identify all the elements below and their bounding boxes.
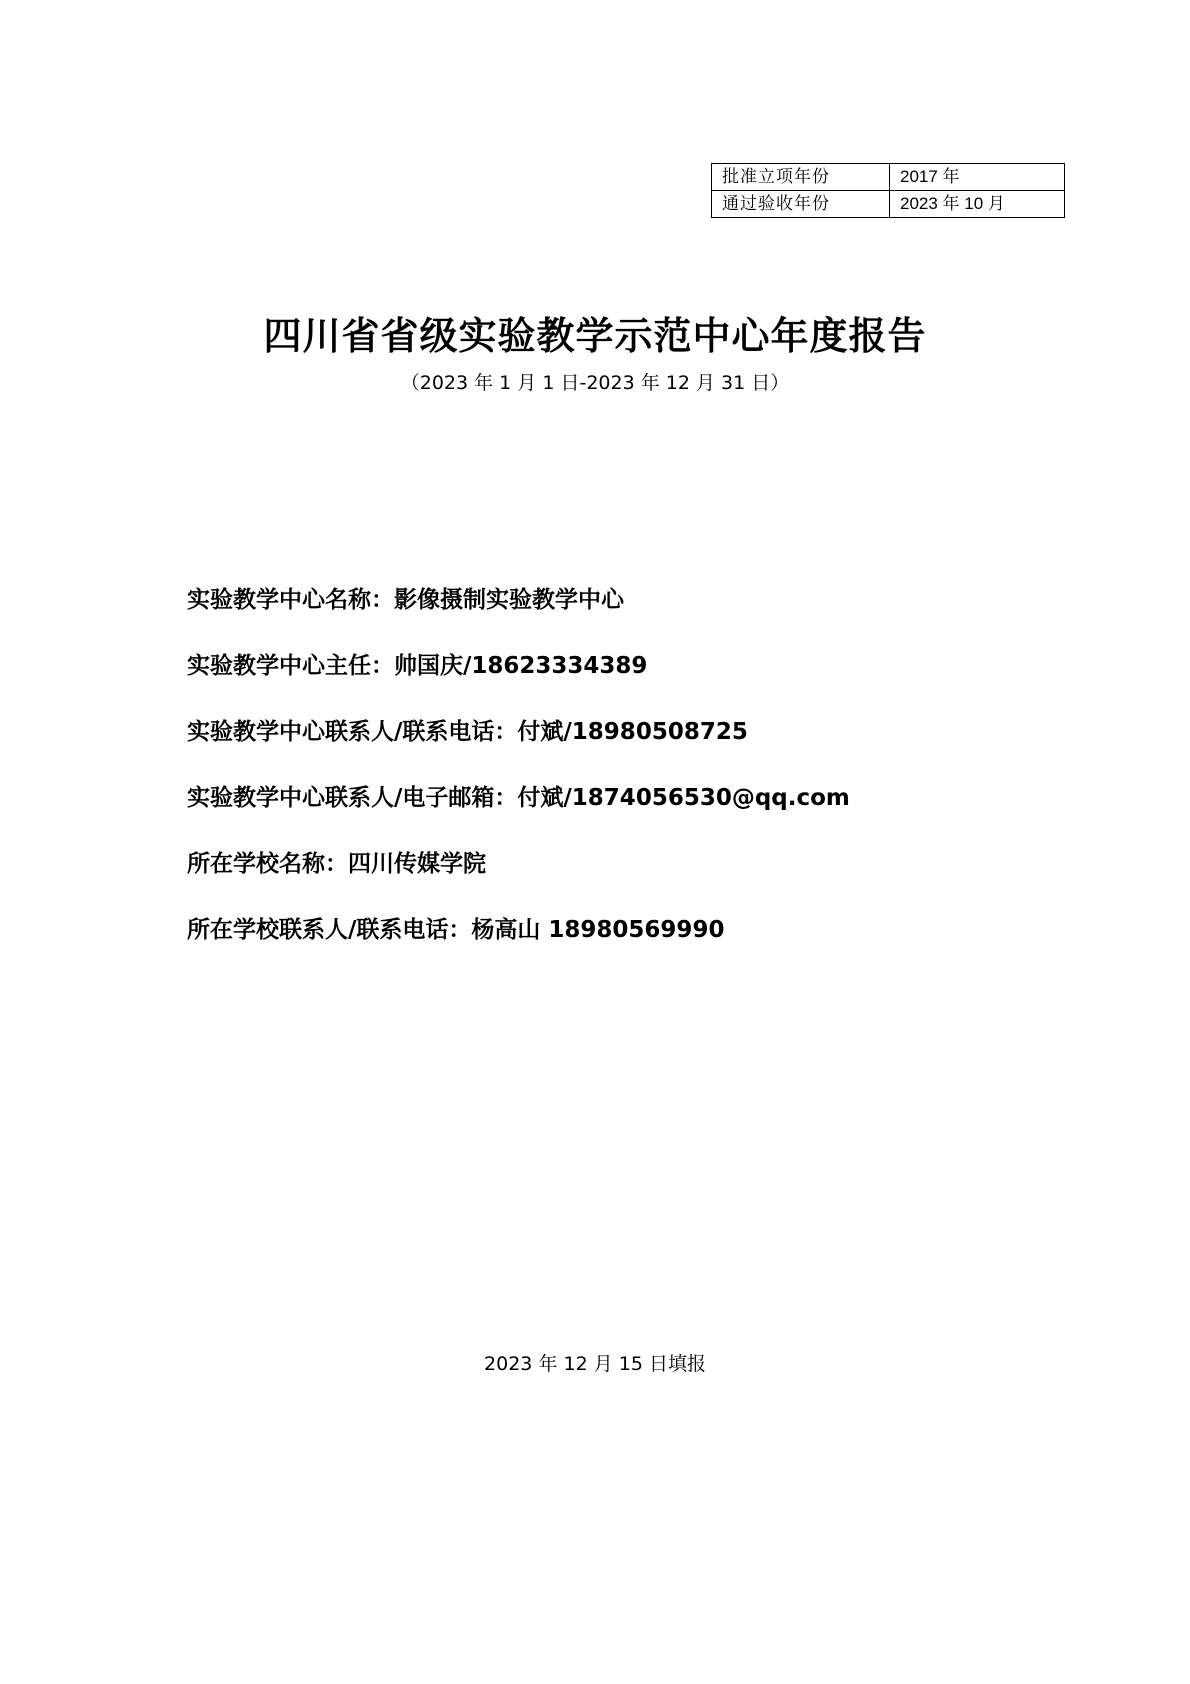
center-contact-phone-line: 实验教学中心联系人/联系电话：付斌/18980508725 (187, 719, 748, 745)
center-name-line: 实验教学中心名称：影像摄制实验教学中心 (187, 587, 624, 613)
approval-row-acceptance-year (712, 191, 1065, 218)
school-contact-line: 所在学校联系人/联系电话：杨高山 18980569990 (187, 917, 725, 943)
center-director-line: 实验教学中心主任：帅国庆/18623334389 (187, 653, 648, 679)
approval-year-label: 批准立项年份 (712, 164, 890, 191)
report-title: 四川省省级实验教学示范中心年度报告 (263, 314, 927, 358)
approval-row-project-year (712, 164, 1065, 191)
acceptance-year-value: 2023 年 10 月 (890, 191, 1065, 218)
approval-year-value: 2017 年 (890, 164, 1065, 191)
approval-table (711, 163, 1065, 218)
fill-date: 2023 年 12 月 15 日填报 (484, 1353, 706, 1375)
center-contact-email-line: 实验教学中心联系人/电子邮箱：付斌/1874056530@qq.com (187, 785, 850, 811)
acceptance-year-label: 通过验收年份 (712, 191, 890, 218)
report-period: （2023 年 1 月 1 日-2023 年 12 月 31 日） (400, 372, 790, 394)
school-name-line: 所在学校名称：四川传媒学院 (187, 851, 486, 877)
center-info-list (187, 582, 850, 978)
